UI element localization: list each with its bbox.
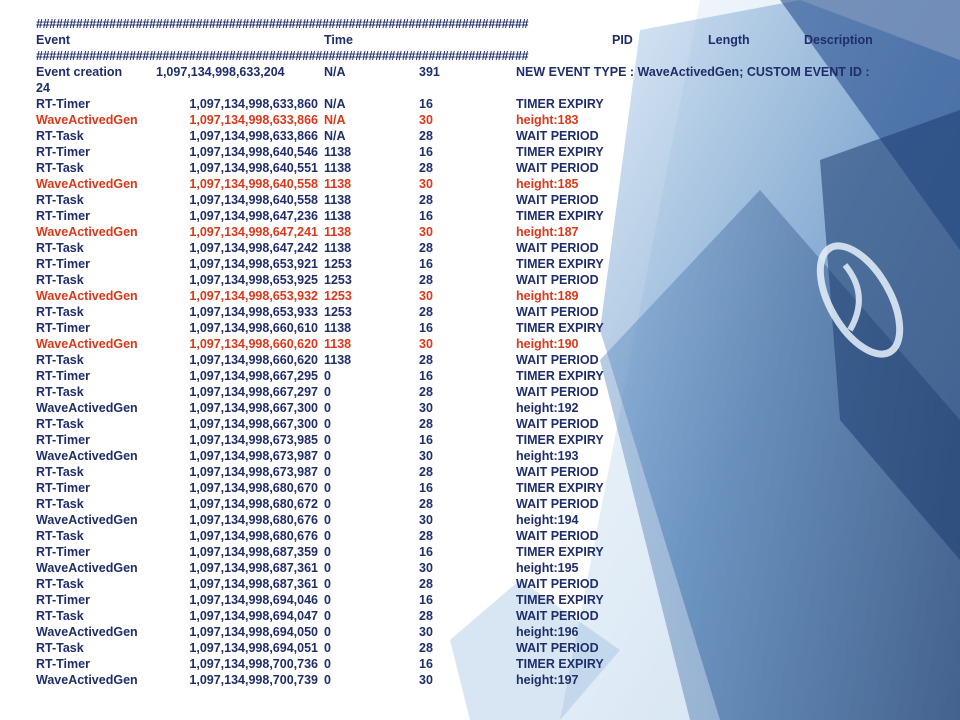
cell-length: 16 <box>419 97 433 111</box>
cell-time: 1,097,134,998,660,610 <box>189 321 318 335</box>
cell-pid: 1253 <box>324 257 352 271</box>
cell-event: WaveActivedGen <box>36 337 138 351</box>
cell-length: 28 <box>419 129 433 143</box>
cell-time: 1,097,134,998,667,300 <box>189 417 318 431</box>
cell-description: height:189 <box>516 289 579 303</box>
cell-pid: 1138 <box>324 353 352 367</box>
cell-pid: 1138 <box>324 337 352 351</box>
table-row <box>36 512 916 528</box>
cell-time: 1,097,134,998,694,050 <box>189 625 318 639</box>
cell-description: WAIT PERIOD <box>516 129 599 143</box>
cell-description: height:185 <box>516 177 579 191</box>
table-row <box>36 96 916 112</box>
cell-length: 28 <box>419 497 433 511</box>
cell-event: RT-Task <box>36 497 84 511</box>
cell-time: 1,097,134,998,653,932 <box>189 289 318 303</box>
cell-length: 28 <box>419 161 433 175</box>
table-row <box>36 256 916 272</box>
table-row <box>36 432 916 448</box>
cell-pid: 0 <box>324 641 331 655</box>
cell-event: RT-Task <box>36 129 84 143</box>
cell-pid: 1138 <box>324 177 352 191</box>
table-row <box>36 368 916 384</box>
cell-length: 16 <box>419 657 433 671</box>
cell-pid: 0 <box>324 593 331 607</box>
table-row <box>36 576 916 592</box>
hash-divider-top: ########################################################################## <box>36 17 529 31</box>
cell-description: TIMER EXPIRY <box>516 593 604 607</box>
cell-description: height:190 <box>516 337 579 351</box>
header-event: Event <box>36 33 71 47</box>
cell-event: RT-Timer <box>36 369 90 383</box>
cell-description: WAIT PERIOD <box>516 465 599 479</box>
cell-description: TIMER EXPIRY <box>516 369 604 383</box>
cell-length: 28 <box>419 353 433 367</box>
cell-length: 30 <box>419 401 433 415</box>
cell-length: 16 <box>419 545 433 559</box>
cell-event: WaveActivedGen <box>36 625 138 639</box>
cell-time: 1,097,134,998,667,295 <box>189 369 318 383</box>
cell-length: 30 <box>419 337 433 351</box>
cell-event: RT-Task <box>36 353 84 367</box>
cell-description: TIMER EXPIRY <box>516 145 604 159</box>
cell-time: 1,097,134,998,640,546 <box>189 145 318 159</box>
cell-pid: 0 <box>324 673 331 687</box>
cell-event: WaveActivedGen <box>36 113 138 127</box>
cell-length: 28 <box>419 385 433 399</box>
table-row <box>36 672 916 688</box>
cell-time: 1,097,134,998,647,236 <box>189 209 318 223</box>
cell-pid: 0 <box>324 369 331 383</box>
table-row-event-creation <box>36 64 916 96</box>
cell-time: 1,097,134,998,687,361 <box>189 577 318 591</box>
cell-description: height:194 <box>516 513 579 527</box>
cell-description: WAIT PERIOD <box>516 641 599 655</box>
cell-time: 1,097,134,998,660,620 <box>189 353 318 367</box>
cell-pid: N/A <box>324 97 346 111</box>
table-row <box>36 288 916 304</box>
cell-event: WaveActivedGen <box>36 289 138 303</box>
cell-pid: 1138 <box>324 321 352 335</box>
cell-event: WaveActivedGen <box>36 177 138 191</box>
table-row <box>36 112 916 128</box>
cell-time: 1,097,134,998,673,987 <box>189 465 318 479</box>
cell-event: WaveActivedGen <box>36 401 138 415</box>
cell-event: Event creation <box>36 65 123 79</box>
cell-length: 16 <box>419 257 433 271</box>
cell-length: 16 <box>419 145 433 159</box>
cell-length: 28 <box>419 417 433 431</box>
cell-time: 1,097,134,998,673,985 <box>189 433 318 447</box>
cell-pid: 0 <box>324 433 331 447</box>
table-row <box>36 144 916 160</box>
cell-description: TIMER EXPIRY <box>516 321 604 335</box>
cell-length: 16 <box>419 433 433 447</box>
event-log-table <box>36 16 916 688</box>
cell-event: RT-Task <box>36 609 84 623</box>
cell-description: WAIT PERIOD <box>516 273 599 287</box>
cell-length: 28 <box>419 609 433 623</box>
table-row <box>36 320 916 336</box>
header-pid: PID <box>612 33 633 47</box>
cell-description: WAIT PERIOD <box>516 193 599 207</box>
cell-length: 30 <box>419 289 433 303</box>
cell-pid: 0 <box>324 625 331 639</box>
cell-time: 1,097,134,998,700,739 <box>189 673 318 687</box>
cell-event: WaveActivedGen <box>36 225 138 239</box>
header-time: Time <box>324 33 353 47</box>
table-row <box>36 656 916 672</box>
cell-time: 1,097,134,998,647,242 <box>189 241 318 255</box>
cell-time: 1,097,134,998,653,921 <box>189 257 318 271</box>
cell-description: height:195 <box>516 561 579 575</box>
cell-time: 1,097,134,998,700,736 <box>189 657 318 671</box>
cell-length: 28 <box>419 529 433 543</box>
cell-length: 28 <box>419 465 433 479</box>
cell-time: 1,097,134,998,633,866 <box>189 113 318 127</box>
table-row <box>36 592 916 608</box>
cell-event: WaveActivedGen <box>36 561 138 575</box>
cell-event: RT-Timer <box>36 545 90 559</box>
cell-length: 16 <box>419 209 433 223</box>
cell-pid: 1138 <box>324 209 352 223</box>
cell-pid: N/A <box>324 129 346 143</box>
cell-event: RT-Timer <box>36 481 90 495</box>
cell-length: 28 <box>419 577 433 591</box>
cell-description: WAIT PERIOD <box>516 305 599 319</box>
cell-time: 1,097,134,998,680,670 <box>189 481 318 495</box>
cell-event: RT-Task <box>36 577 84 591</box>
cell-time: 1,097,134,998,687,361 <box>189 561 318 575</box>
cell-pid: 1138 <box>324 225 352 239</box>
cell-pid: N/A <box>324 65 346 79</box>
table-row <box>36 160 916 176</box>
cell-pid: 0 <box>324 545 331 559</box>
table-row <box>36 640 916 656</box>
cell-description: height:192 <box>516 401 579 415</box>
cell-length: 28 <box>419 273 433 287</box>
table-row <box>36 224 916 240</box>
cell-pid: 0 <box>324 609 331 623</box>
cell-time: 1,097,134,998,667,297 <box>189 385 318 399</box>
cell-event: WaveActivedGen <box>36 449 138 463</box>
cell-description: WAIT PERIOD <box>516 417 599 431</box>
table-row <box>36 240 916 256</box>
cell-length: 30 <box>419 513 433 527</box>
cell-time: 1,097,134,998,680,672 <box>189 497 318 511</box>
cell-event: RT-Task <box>36 641 84 655</box>
cell-event: RT-Timer <box>36 593 90 607</box>
cell-time: 1,097,134,998,660,620 <box>189 337 318 351</box>
table-row <box>36 352 916 368</box>
cell-pid: 0 <box>324 481 331 495</box>
cell-time: 1,097,134,998,694,046 <box>189 593 318 607</box>
cell-length: 391 <box>419 65 440 79</box>
cell-event: RT-Task <box>36 305 84 319</box>
cell-length: 16 <box>419 321 433 335</box>
cell-event: RT-Task <box>36 417 84 431</box>
cell-time: 1,097,134,998,640,551 <box>189 161 318 175</box>
table-row <box>36 608 916 624</box>
cell-pid: 0 <box>324 401 331 415</box>
cell-length: 30 <box>419 113 433 127</box>
cell-event: RT-Timer <box>36 97 90 111</box>
table-row <box>36 208 916 224</box>
cell-event: RT-Timer <box>36 209 90 223</box>
cell-time: 1,097,134,998,640,558 <box>189 193 318 207</box>
header-length: Length <box>708 33 750 47</box>
cell-event: RT-Timer <box>36 145 90 159</box>
table-row <box>36 400 916 416</box>
cell-description: TIMER EXPIRY <box>516 97 604 111</box>
cell-length: 16 <box>419 481 433 495</box>
cell-event: RT-Task <box>36 161 84 175</box>
cell-pid: 0 <box>324 417 331 431</box>
cell-description: WAIT PERIOD <box>516 385 599 399</box>
cell-length: 28 <box>419 241 433 255</box>
cell-event: RT-Timer <box>36 257 90 271</box>
cell-pid: 0 <box>324 577 331 591</box>
cell-event: WaveActivedGen <box>36 673 138 687</box>
cell-pid: 1138 <box>324 193 352 207</box>
cell-length: 16 <box>419 593 433 607</box>
cell-length: 30 <box>419 449 433 463</box>
table-header <box>36 32 916 48</box>
cell-description: height:193 <box>516 449 579 463</box>
cell-time: 1,097,134,998,647,241 <box>189 225 318 239</box>
table-row <box>36 560 916 576</box>
cell-pid: 0 <box>324 449 331 463</box>
table-row <box>36 464 916 480</box>
cell-description: height:187 <box>516 225 579 239</box>
cell-length: 30 <box>419 561 433 575</box>
cell-pid: 0 <box>324 657 331 671</box>
table-body <box>36 96 916 688</box>
table-row <box>36 448 916 464</box>
cell-description: WAIT PERIOD <box>516 353 599 367</box>
cell-time: 1,097,134,998,687,359 <box>189 545 318 559</box>
table-row <box>36 176 916 192</box>
table-row <box>36 624 916 640</box>
cell-event: RT-Task <box>36 273 84 287</box>
cell-pid: 1253 <box>324 305 352 319</box>
cell-time: 1,097,134,998,633,860 <box>189 97 318 111</box>
cell-event: RT-Timer <box>36 657 90 671</box>
cell-description: WAIT PERIOD <box>516 609 599 623</box>
hash-divider-bottom: ########################################################################## <box>36 49 529 63</box>
cell-length: 30 <box>419 625 433 639</box>
cell-event: RT-Task <box>36 385 84 399</box>
cell-description: TIMER EXPIRY <box>516 433 604 447</box>
cell-length: 30 <box>419 225 433 239</box>
table-row <box>36 272 916 288</box>
cell-event: RT-Timer <box>36 433 90 447</box>
cell-pid: 1138 <box>324 241 352 255</box>
cell-description: WAIT PERIOD <box>516 161 599 175</box>
cell-description: WAIT PERIOD <box>516 577 599 591</box>
header-description: Description <box>804 33 873 47</box>
cell-event: RT-Task <box>36 193 84 207</box>
cell-description: height:197 <box>516 673 579 687</box>
cell-length: 28 <box>419 193 433 207</box>
cell-time: 1,097,134,998,667,300 <box>189 401 318 415</box>
cell-pid: 0 <box>324 385 331 399</box>
cell-time: 1,097,134,998,633,866 <box>189 129 318 143</box>
cell-length: 28 <box>419 305 433 319</box>
cell-time: 1,097,134,998,680,676 <box>189 513 318 527</box>
cell-event: WaveActivedGen <box>36 513 138 527</box>
cell-description: NEW EVENT TYPE : WaveActivedGen; CUSTOM EVENT ID : <box>516 65 870 79</box>
cell-length: 30 <box>419 177 433 191</box>
cell-time: 1,097,134,998,694,047 <box>189 609 318 623</box>
table-row <box>36 416 916 432</box>
cell-description: TIMER EXPIRY <box>516 481 604 495</box>
cell-time: 1,097,134,998,673,987 <box>189 449 318 463</box>
cell-time: 1,097,134,998,633,204 <box>156 65 285 79</box>
cell-pid: 1253 <box>324 289 352 303</box>
cell-time: 1,097,134,998,680,676 <box>189 529 318 543</box>
cell-description: TIMER EXPIRY <box>516 657 604 671</box>
table-row <box>36 496 916 512</box>
cell-description: TIMER EXPIRY <box>516 257 604 271</box>
cell-time: 1,097,134,998,640,558 <box>189 177 318 191</box>
cell-pid: 0 <box>324 465 331 479</box>
cell-event: RT-Task <box>36 529 84 543</box>
cell-pid: 0 <box>324 513 331 527</box>
table-row <box>36 384 916 400</box>
table-row <box>36 336 916 352</box>
table-row <box>36 480 916 496</box>
cell-description: TIMER EXPIRY <box>516 545 604 559</box>
table-row <box>36 192 916 208</box>
cell-description: height:183 <box>516 113 579 127</box>
cell-length: 28 <box>419 641 433 655</box>
table-row <box>36 528 916 544</box>
table-row <box>36 544 916 560</box>
cell-description: WAIT PERIOD <box>516 497 599 511</box>
cell-time: 1,097,134,998,653,925 <box>189 273 318 287</box>
cell-pid: 1138 <box>324 145 352 159</box>
cell-event: RT-Task <box>36 465 84 479</box>
cell-length: 30 <box>419 673 433 687</box>
cell-pid: 0 <box>324 497 331 511</box>
cell-description-tail: 24 <box>36 81 50 95</box>
cell-pid: 0 <box>324 561 331 575</box>
cell-pid: 1138 <box>324 161 352 175</box>
cell-description: TIMER EXPIRY <box>516 209 604 223</box>
cell-time: 1,097,134,998,653,933 <box>189 305 318 319</box>
cell-description: WAIT PERIOD <box>516 529 599 543</box>
cell-time: 1,097,134,998,694,051 <box>189 641 318 655</box>
table-row <box>36 128 916 144</box>
cell-pid: N/A <box>324 113 346 127</box>
cell-description: height:196 <box>516 625 579 639</box>
cell-pid: 0 <box>324 529 331 543</box>
cell-pid: 1253 <box>324 273 352 287</box>
cell-description: WAIT PERIOD <box>516 241 599 255</box>
cell-event: RT-Timer <box>36 321 90 335</box>
cell-event: RT-Task <box>36 241 84 255</box>
table-row <box>36 304 916 320</box>
cell-length: 16 <box>419 369 433 383</box>
